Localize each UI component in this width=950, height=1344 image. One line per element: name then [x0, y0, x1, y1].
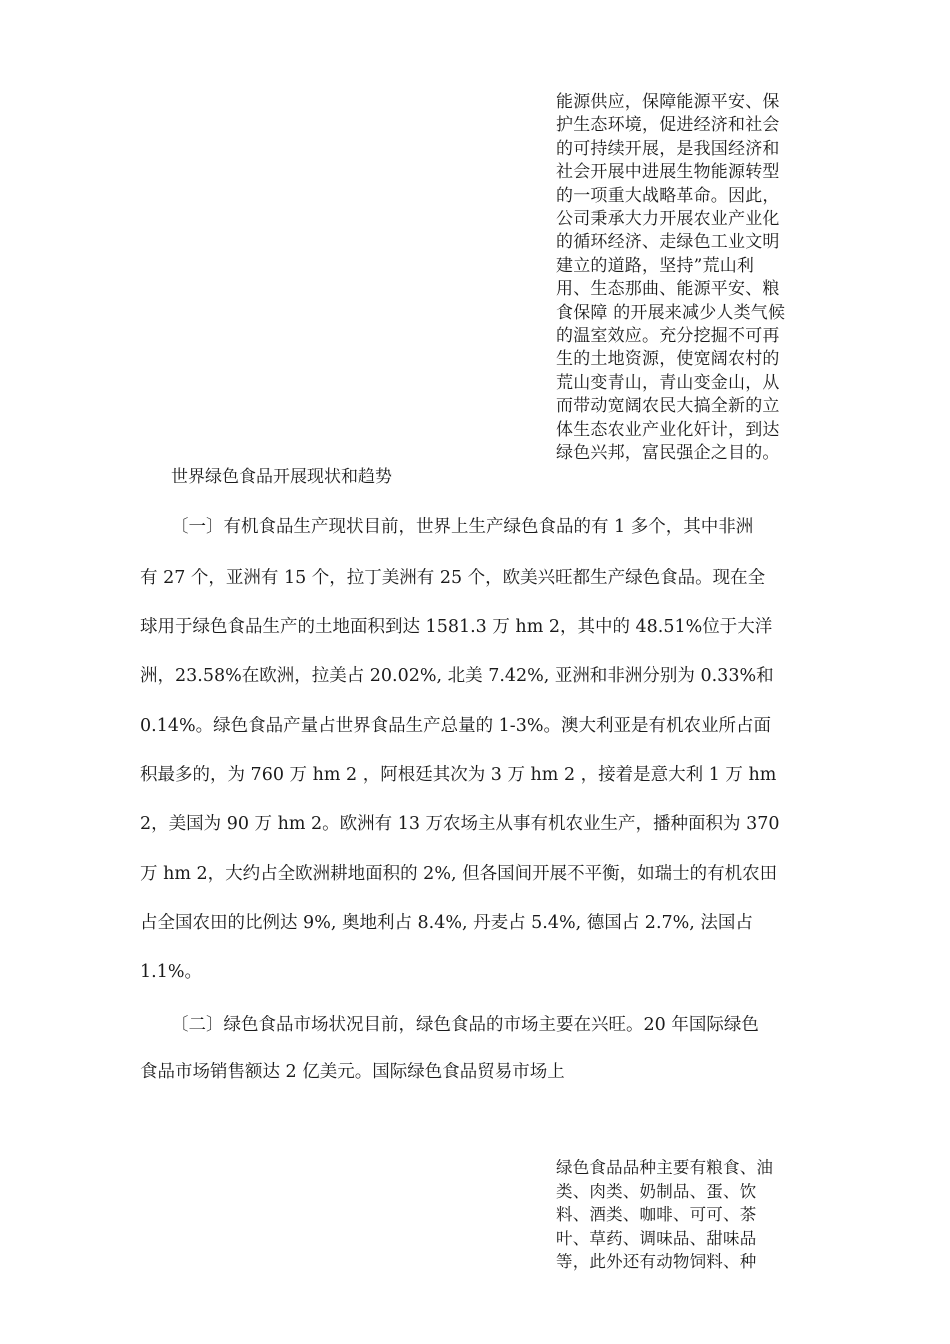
paragraph-line: 球用于绿色食品生产的土地面积到达 1581.3 万 hm 2，其中的 48.51%位于大洋 [140, 617, 773, 637]
section-heading: 世界绿色食品开展现状和趋势 [171, 467, 392, 487]
paragraph-line: 洲，23.58%在欧洲，拉美占 20.02%, 北美 7.42%, 亚洲和非洲分别为 0.33%和 [140, 666, 774, 686]
text-line: 食保障 的开展来减少人类气候 [556, 302, 786, 323]
text-line: 等，此外还有动物饲料、种 [556, 1252, 757, 1272]
text-line: 的温室效应。充分挖掘不可再 [556, 326, 780, 347]
text-line: 而带动宽阔农民大搞全新的立 [556, 396, 780, 417]
text-line: 叶、草药、调味品、甜味品 [556, 1228, 757, 1248]
text-line: 的循环经济、走绿色工业文明 [556, 232, 780, 253]
text-line: 能源供应，保障能源平安、保 [556, 92, 780, 112]
text-line: 用、生态那曲、能源平安、粮 [556, 279, 780, 300]
paragraph-line: 积最多的，为 760 万 hm 2 ，阿根廷其次为 3 万 hm 2 ，接着是意大利 1 万 hm [140, 765, 777, 785]
paragraph-line: 0.14%。绿色食品产量占世界食品生产总量的 1-3%。澳大利亚是有机农业所占面 [140, 716, 771, 736]
text-line: 的一项重大战略革命。因此， [556, 185, 780, 206]
text-line: 绿色食品品种主要有粮食、油 [556, 1158, 774, 1177]
paragraph-line: 占全国农田的比例达 9%, 奥地利占 8.4%, 丹麦占 5.4%, 德国占 2.7%, 法国占 [140, 913, 753, 933]
text-line: 体生态农业产业化奸计，到达 [556, 419, 780, 440]
text-line: 类、肉类、奶制品、蛋、饮 [556, 1181, 757, 1201]
text-line: 的可持续开展，是我国经济和 [556, 138, 780, 159]
top-text-block [556, 91, 818, 466]
paragraph-line: 有 27 个，亚洲有 15 个，拉丁美洲有 25 个，欧美兴旺都生产绿色食品。现在全 [140, 568, 766, 588]
paragraph-line: 1.1%。 [140, 962, 202, 982]
text-line: 护生态环境，促进经济和社会 [556, 115, 780, 136]
text-line: 建立的道路，坚持”荒山利 [556, 255, 755, 276]
paragraph-line: 2，美国为 90 万 hm 2。欧洲有 13 万农场主从事有机农业生产，播种面积为 370 [140, 814, 780, 834]
text-line: 社会开展中进展生物能源转型 [556, 162, 780, 183]
paragraph-line: 万 hm 2，大约占全欧洲耕地面积的 2%, 但各国间开展不平衡，如瑞士的有机农田 [140, 864, 778, 884]
text-line: 绿色兴邦，富民强企之目的。 [556, 443, 780, 464]
bottom-text-block [556, 1156, 818, 1274]
paragraph-line: 〔二〕绿色食品市场状况目前，绿色食品的市场主要在兴旺。20 年国际绿色 [171, 1015, 759, 1035]
text-line: 荒山变青山，青山变金山，从 [556, 372, 780, 393]
paragraph-line: 食品市场销售额达 2 亿美元。国际绿色食品贸易市场上 [140, 1062, 565, 1082]
text-line: 料、酒类、咖啡、可可、茶 [556, 1205, 757, 1225]
text-line: 生的土地资源，使宽阔农村的 [556, 349, 780, 370]
paragraph-line: 〔一〕有机食品生产现状目前，世界上生产绿色食品的有 1 多个，其中非洲 [171, 517, 754, 537]
text-line: 公司秉承大力开展农业产业化 [556, 209, 780, 230]
